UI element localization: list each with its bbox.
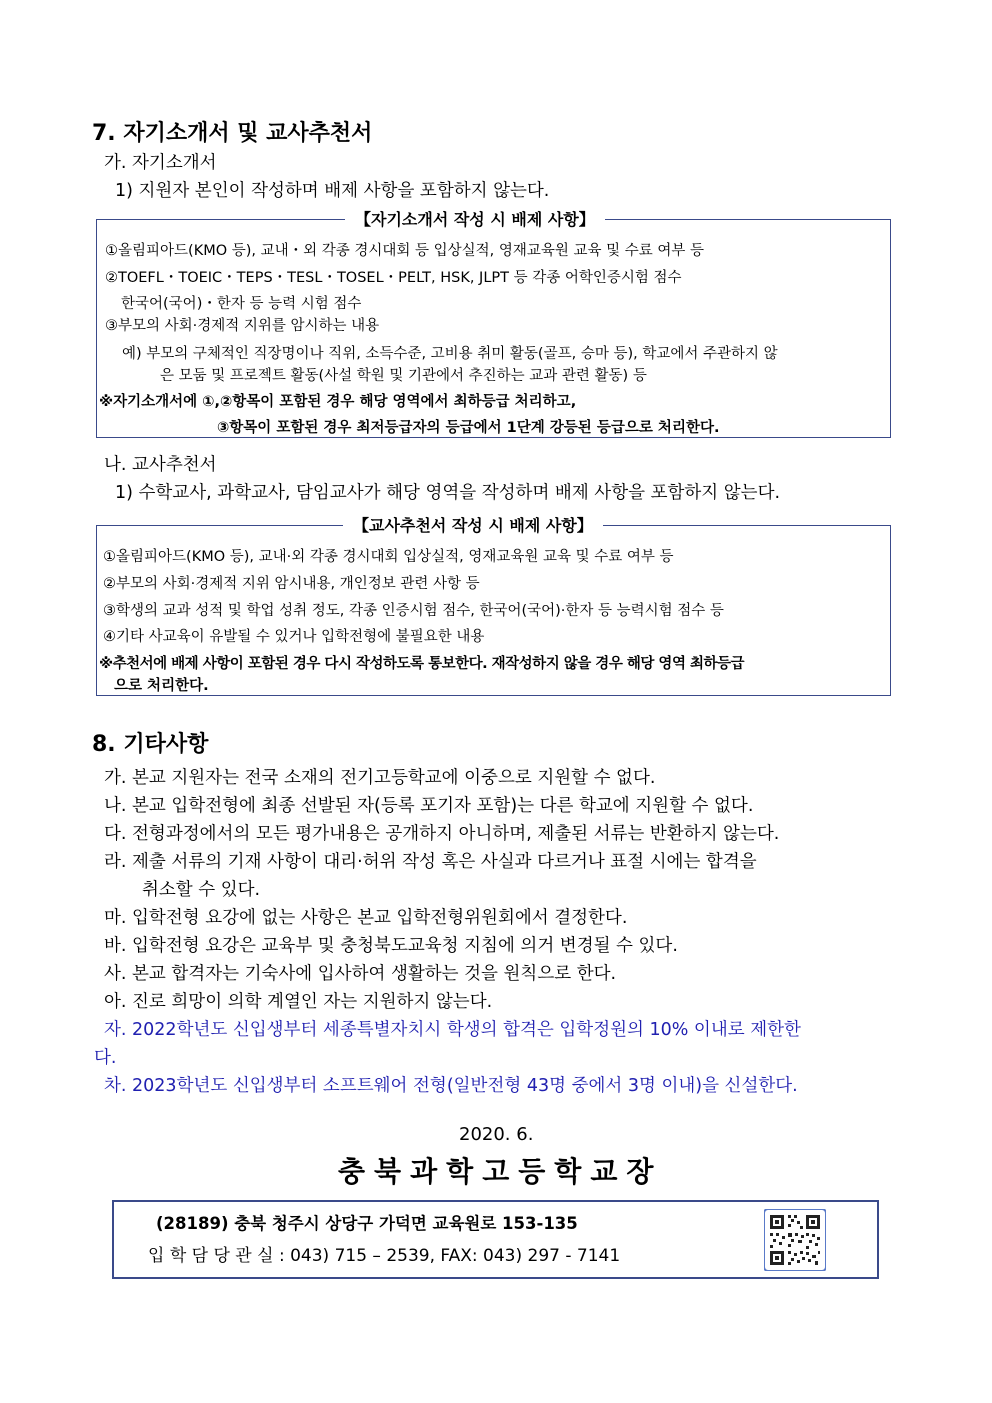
sec8-item: 아. 진로 희망이 의학 계열인 자는 지원하지 않는다.	[104, 992, 493, 1012]
section-8-title: 8. 기타사항	[92, 732, 209, 757]
teacher-rec-box-title: 【교사추천서 작성 시 배제 사항】	[343, 513, 603, 536]
box1-line: 예) 부모의 구체적인 직장명이나 직위, 소득수준, 고비용 취미 활동(골프, 승마 등), 학교에서 주관하지 않	[122, 346, 778, 362]
box1-note-2: ③항목이 포함된 경우 최저등급자의 등급에서 1단계 강등된 등급으로 처리한다.	[217, 420, 720, 436]
sec8-item-cont: 취소할 수 있다.	[142, 880, 261, 900]
box2-note-1: ※추천서에 배제 사항이 포함된 경우 다시 작성하도록 통보한다. 재작성하지 않을 경우 해당 영역 최하등급	[99, 656, 745, 672]
document-date: 2020. 6.	[459, 1124, 534, 1145]
box2-line: ④기타 사교육이 유발될 수 있거나 입학전형에 불필요한 내용	[103, 629, 485, 645]
sec8-item: 가. 본교 지원자는 전국 소재의 전기고등학교에 이중으로 지원할 수 없다.	[104, 768, 656, 788]
subsection-na: 나. 교사추천서	[104, 455, 217, 475]
box2-line: ②부모의 사회·경제적 지위 암시내용, 개인정보 관련 사항 등	[103, 576, 480, 592]
box2-line: ③학생의 교과 성적 및 학업 성취 정도, 각종 인증시험 점수, 한국어(국어)·한자 등 능력시험 점수 등	[103, 603, 724, 619]
section-7-title: 7. 자기소개서 및 교사추천서	[92, 121, 373, 146]
box1-line: ②TOEFL・TOEIC・TEPS・TESL・TOSEL・PELT, HSK, JLPT 등 각종 어학인증시험 점수	[105, 270, 682, 286]
subsection-ga: 가. 자기소개서	[104, 153, 217, 173]
school-principal-signature: 충북과학고등학교장	[338, 1155, 663, 1188]
sec8-item: 바. 입학전형 요강은 교육부 및 충청북도교육청 지침에 의거 변경될 수 있다.	[104, 936, 678, 956]
sec8-item: 마. 입학전형 요강에 없는 사항은 본교 입학전형위원회에서 결정한다.	[104, 908, 628, 928]
admissions-contact: 입 학 담 당 관 실 : 043) 715 – 2539, FAX: 043) 297 - 7141	[148, 1246, 621, 1266]
box1-line: ①올림피아드(KMO 등), 교내・외 각종 경시대회 등 입상실적, 영재교육원 교육 및 수료 여부 등	[105, 243, 705, 259]
sec8-item: 다. 전형과정에서의 모든 평가내용은 공개하지 아니하며, 제출된 서류는 반환하지 않는다.	[104, 824, 780, 844]
subsection-na-item-1: 1) 수학교사, 과학교사, 담임교사가 해당 영역을 작성하며 배제 사항을 포함하지 않는다.	[115, 483, 781, 503]
subsection-ga-item-1: 1) 지원자 본인이 작성하며 배제 사항을 포함하지 않는다.	[115, 181, 550, 201]
box1-line: ③부모의 사회·경제적 지위를 암시하는 내용	[105, 318, 380, 334]
sec8-item-highlight-cont: 다.	[94, 1048, 117, 1068]
sec8-item-highlight: 자. 2022학년도 신입생부터 세종특별자치시 학생의 합격은 입학정원의 10% 이내로 제한한	[104, 1020, 801, 1040]
qr-code-icon	[764, 1209, 826, 1271]
sec8-item: 나. 본교 입학전형에 최종 선발된 자(등록 포기자 포함)는 다른 학교에 지원할 수 없다.	[104, 796, 754, 816]
box1-note-1: ※자기소개서에 ①,②항목이 포함된 경우 해당 영역에서 최하등급 처리하고,	[99, 394, 577, 410]
sec8-item-highlight: 차. 2023학년도 신입생부터 소프트웨어 전형(일반전형 43명 중에서 3명 이내)을 신설한다.	[104, 1076, 798, 1096]
sec8-item: 라. 제출 서류의 기재 사항이 대리·허위 작성 혹은 사실과 다르거나 표절 시에는 합격을	[104, 852, 757, 872]
self-intro-box-title: 【자기소개서 작성 시 배제 사항】	[345, 207, 605, 230]
box1-line: 한국어(국어)・한자 등 능력 시험 점수	[121, 296, 362, 312]
box1-line: 은 모둠 및 프로젝트 활동(사설 학원 및 기관에서 추진하는 교과 관련 활동) 등	[160, 368, 647, 384]
sec8-item: 사. 본교 합격자는 기숙사에 입사하여 생활하는 것을 원칙으로 한다.	[104, 964, 617, 984]
box2-line: ①올림피아드(KMO 등), 교내·외 각종 경시대회 입상실적, 영재교육원 교육 및 수료 여부 등	[103, 549, 674, 565]
school-address: (28189) 충북 청주시 상당구 가덕면 교육원로 153-135	[156, 1214, 578, 1233]
box2-note-2: 으로 처리한다.	[114, 678, 209, 694]
